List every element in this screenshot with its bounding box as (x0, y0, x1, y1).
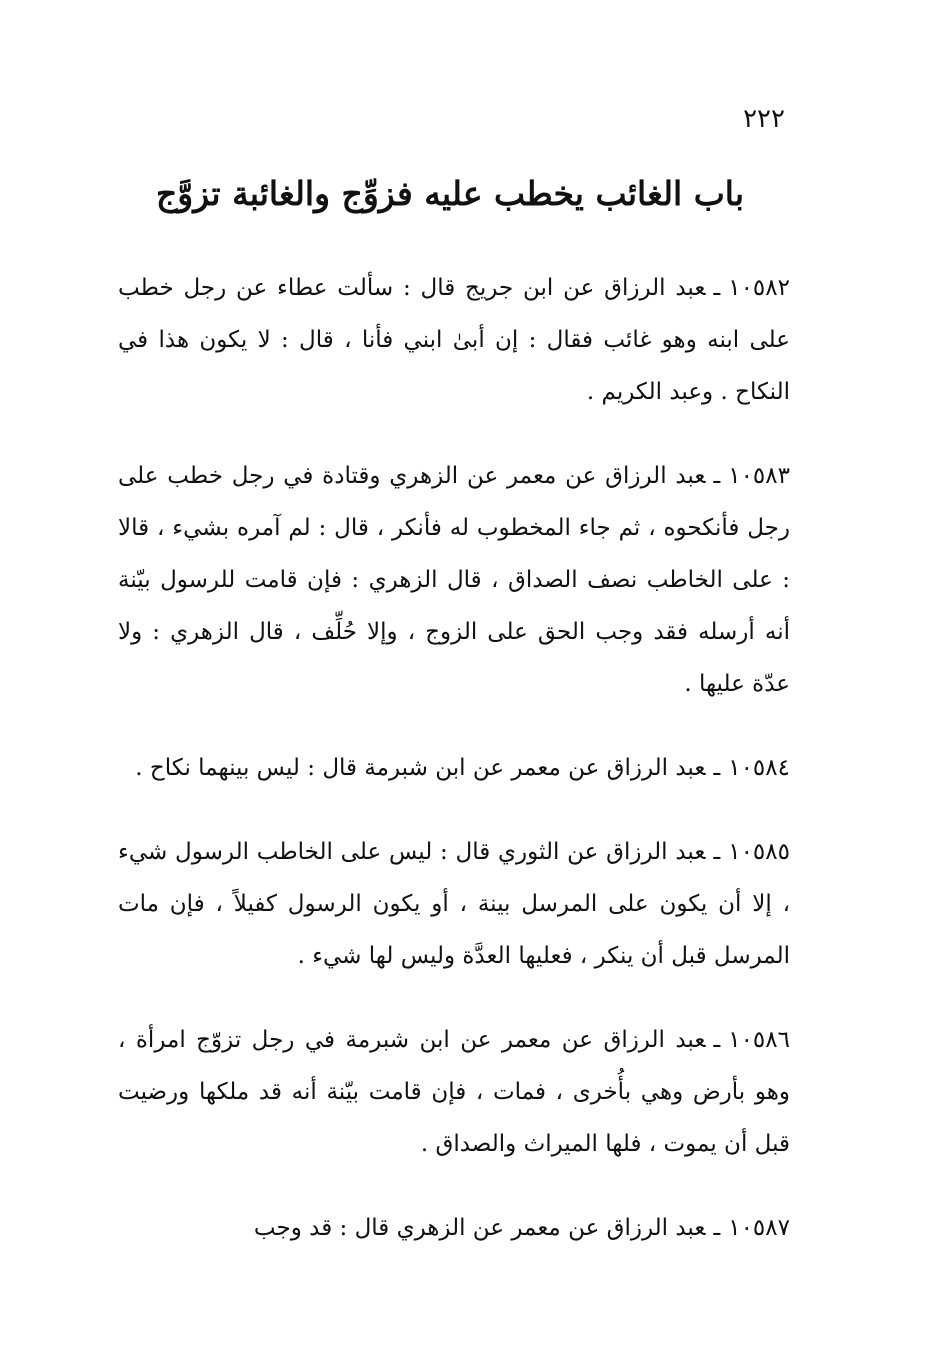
entry-text: عبد الرزاق عن معمر عن الزهري قال : قد وجب (253, 1215, 706, 1241)
hadith-entry (118, 826, 790, 982)
entry-text: عبد الرزاق عن معمر عن الزهري وقتادة في رجل خطب على رجل فأنكحوه ، ثم جاء المخطوب له فأنكر ، قال : لم آمره بشيء ، قالا : على الخاطب نصف الصداق ، قال الزهري : فإن قامت للرسول بيّنة أنه أرسله فقد وجب الحق على الزوج ، وإلا حُلِّف ، قال الزهري : ولا عدّة عليها . (118, 463, 790, 697)
chapter-title: باب الغائب يخطب عليه فزوِّج والغائبة تزوَّج (155, 174, 745, 213)
entry-dash: ـ (713, 839, 721, 865)
hadith-entry (118, 450, 790, 710)
entry-dash: ـ (713, 755, 721, 781)
page-number: ٢٢٢ (743, 104, 785, 134)
entry-text: عبد الرزاق عن الثوري قال : ليس على الخاطب الرسول شيء ، إلا أن يكون على المرسل بينة ، أو يكون الرسول كفيلاً ، فإن مات المرسل قبل أن ينكر ، فعليها العدَّة وليس لها شيء . (118, 839, 790, 969)
entry-text: عبد الرزاق عن معمر عن ابن شبرمة قال : ليس بينهما نكاح . (135, 755, 706, 781)
entry-number: ١٠٥٨٢ (728, 275, 790, 301)
entry-number: ١٠٥٨٤ (728, 755, 790, 781)
hadith-entry (118, 1202, 790, 1254)
entry-dash: ـ (713, 275, 721, 301)
entry-dash: ـ (713, 463, 721, 489)
hadith-entries (118, 262, 790, 1286)
entry-text: عبد الرزاق عن ابن جريج قال : سألت عطاء عن رجل خطب على ابنه وهو غائب فقال : إن أبىٰ ابني فأنا ، قال : لا يكون هذا في النكاح . وعبد الكريم . (118, 275, 790, 405)
entry-text: عبد الرزاق عن معمر عن ابن شبرمة في رجل تزوّج امرأة ، وهو بأرض وهي بأُخرى ، فمات ، فإن قامت بيّنة أنه قد ملكها ورضيت قبل أن يموت ، فلها الميراث والصداق . (118, 1027, 790, 1157)
entry-number: ١٠٥٨٣ (728, 463, 790, 489)
entry-number: ١٠٥٨٦ (728, 1027, 790, 1053)
hadith-entry (118, 742, 790, 794)
entry-number: ١٠٥٨٧ (728, 1215, 790, 1241)
entry-dash: ـ (713, 1215, 721, 1241)
hadith-entry (118, 262, 790, 418)
entry-number: ١٠٥٨٥ (728, 839, 790, 865)
entry-dash: ـ (713, 1027, 721, 1053)
hadith-entry (118, 1014, 790, 1170)
